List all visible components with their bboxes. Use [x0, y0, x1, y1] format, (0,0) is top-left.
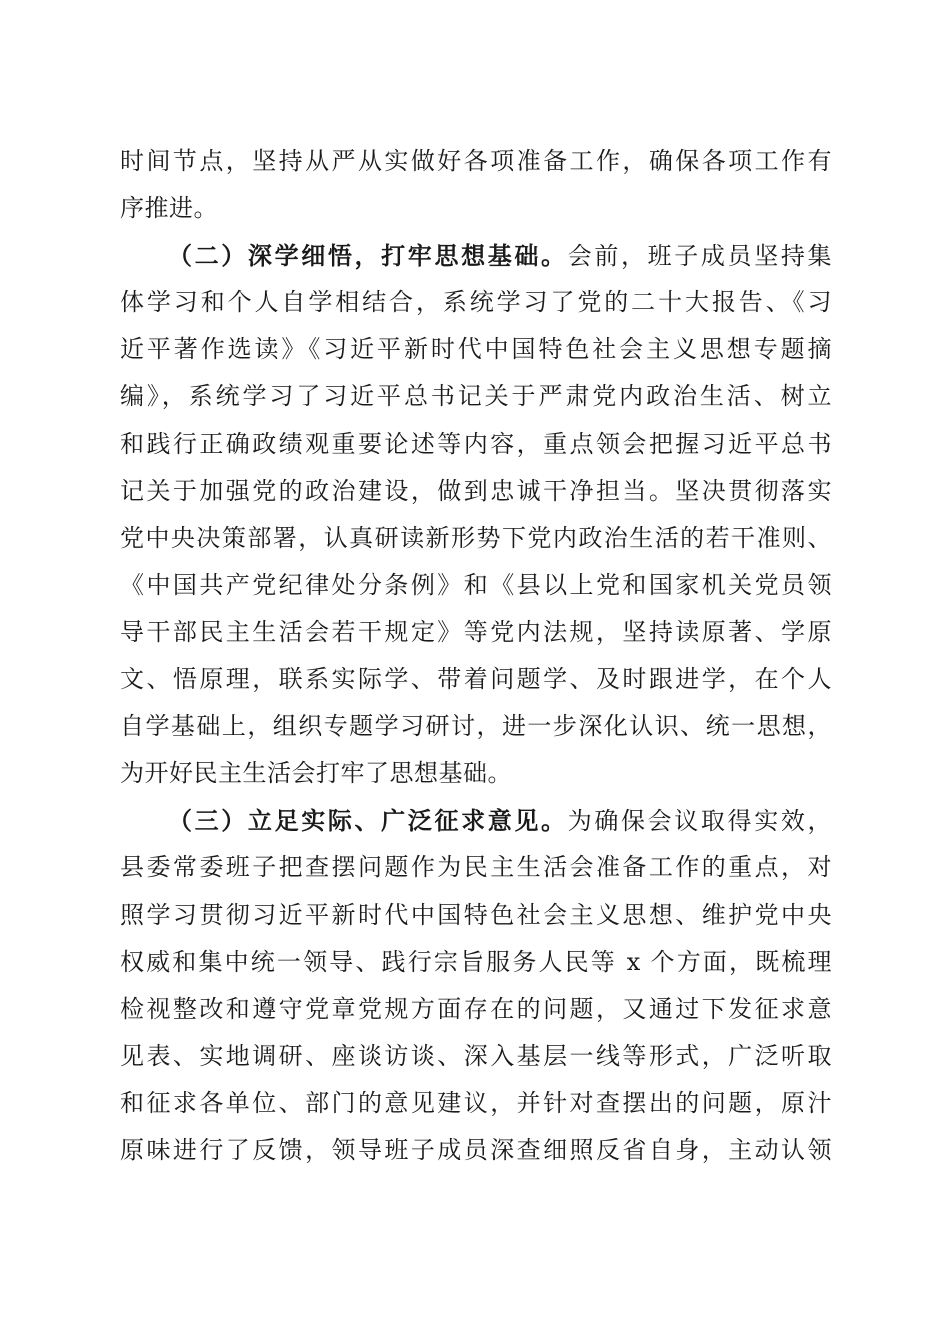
paragraph-line: 和征求各单位、部门的意见建议，并针对查摆出的问题，原汁: [120, 1088, 832, 1117]
section-2-first-line: [120, 232, 832, 279]
section-3-heading: （三）立足实际、广泛征求意见。: [168, 806, 568, 836]
document-body: [120, 138, 832, 1174]
paragraph-line: 党中央决策部署，认真研读新形势下党内政治生活的若干准则、: [120, 523, 832, 552]
paragraph-line: 记关于加强党的政治建设，做到忠诚干净担当。坚决贯彻落实: [120, 476, 832, 505]
paragraph-line: 和践行正确政绩观重要论述等内容，重点领会把握习近平总书: [120, 429, 832, 458]
paragraph-line: 《中国共产党纪律处分条例》和《县以上党和国家机关党员领: [120, 570, 832, 599]
paragraph-line: 照学习贯彻习近平新时代中国特色社会主义思想、维护党中央: [120, 900, 832, 929]
paragraph-line: 原味进行了反馈，领导班子成员深查细照反省自身，主动认领: [120, 1135, 832, 1164]
paragraph-line: 近平著作选读》《习近平新时代中国特色社会主义思想专题摘: [120, 335, 832, 364]
paragraph-line: 文、悟原理，联系实际学、带着问题学、及时跟进学，在个人: [120, 665, 832, 694]
paragraph-line: 检视整改和遵守党章党规方面存在的问题，又通过下发征求意: [120, 994, 832, 1023]
paragraph-line: 体学习和个人自学相结合，系统学习了党的二十大报告、《习: [120, 288, 832, 317]
paragraph-line: 导干部民主生活会若干规定》等党内法规，坚持读原著、学原: [120, 617, 832, 646]
section-3-first-line: [120, 797, 832, 844]
paragraph-line: 序推进。: [120, 194, 218, 223]
paragraph-line: 县委常委班子把查摆问题作为民主生活会准备工作的重点，对: [120, 853, 832, 882]
paragraph-line: 权威和集中统一领导、践行宗旨服务人民等 x 个方面，既梳理: [120, 947, 832, 976]
paragraph-line: 见表、实地调研、座谈访谈、深入基层一线等形式，广泛听取: [120, 1041, 832, 1070]
section-2-heading: （二）深学细悟，打牢思想基础。: [168, 241, 568, 271]
paragraph-line: 时间节点，坚持从严从实做好各项准备工作，确保各项工作有: [120, 147, 832, 175]
paragraph-line: 编》，系统学习了习近平总书记关于严肃党内政治生活、树立: [120, 382, 832, 411]
paragraph-line: 自学基础上，组织专题学习研讨，进一步深化认识、统一思想，: [120, 712, 832, 741]
section-3-first-line-text: 为确保会议取得实效，: [567, 807, 832, 836]
section-2-first-line-text: 会前，班子成员坚持集: [567, 242, 832, 271]
paragraph-line: 为开好民主生活会打牢了思想基础。: [120, 759, 512, 788]
